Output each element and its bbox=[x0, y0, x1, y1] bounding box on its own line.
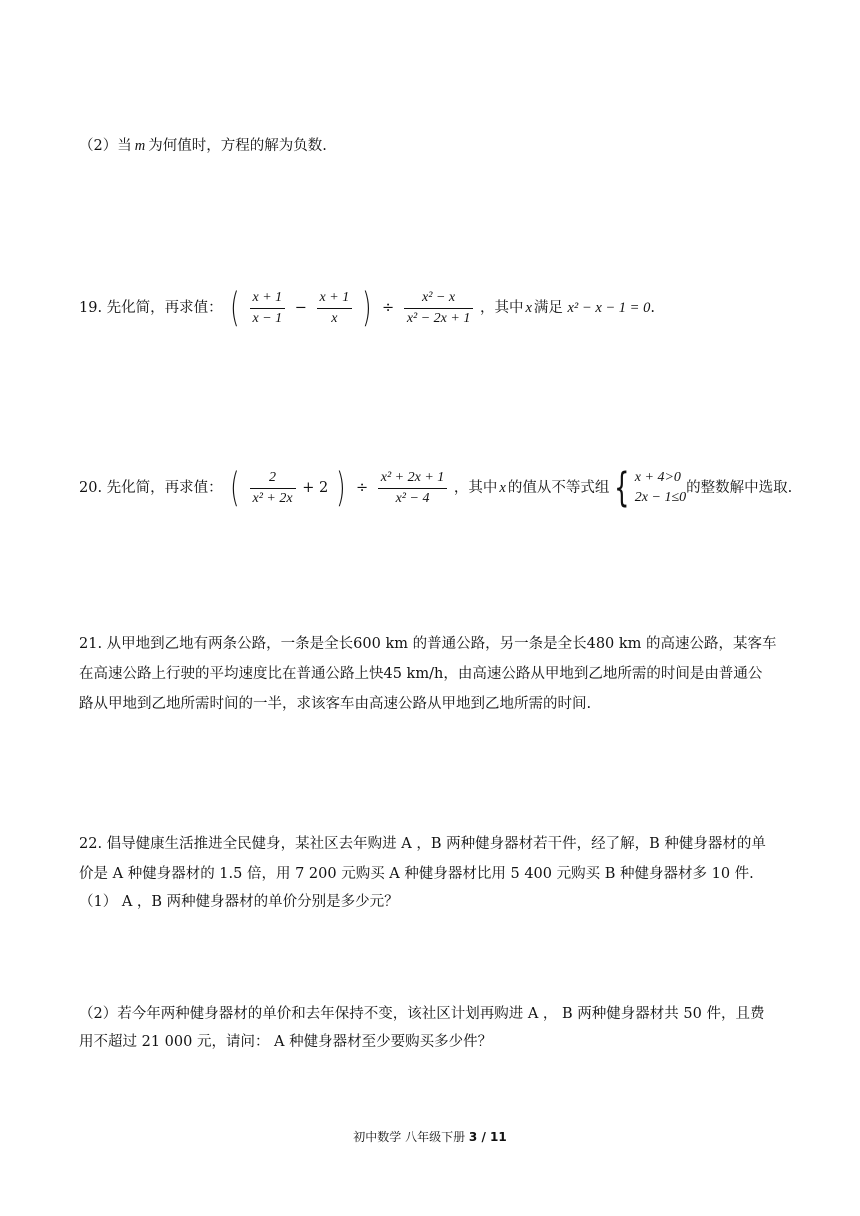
question-22-line-2: 价是 A 种健身器材的 1.5 倍，用 7 200 元购买 A 种健身器材比用 5 400 元购买 B 种健身器材多 10 件. bbox=[79, 866, 754, 882]
left-paren: ( bbox=[230, 465, 240, 511]
right-paren: ) bbox=[361, 285, 372, 331]
question-21-line-2: 在高速公路上行驶的平均速度比在普通公路上快45 km/h，由高速公路从甲地到乙地所需的时间是由普通公 bbox=[79, 666, 763, 682]
var-m: m bbox=[134, 138, 146, 154]
left-paren: ( bbox=[230, 285, 240, 331]
left-brace: { bbox=[614, 465, 630, 511]
q19-fraction-3: $\frac{\text{x² − x}}{\text{x² − 2x + 1}}$ bbox=[404, 289, 474, 328]
question-21-line-3: 路从甲地到乙地所需时间的一半，求该客车由高速公路从甲地到乙地所需的时间. bbox=[79, 696, 592, 712]
question-22-part-2-line-2: 用不超过 21 000 元，请问： A 种健身器材至少要购买多少件？ bbox=[79, 1034, 493, 1050]
question-20: 20. 先化简，再求值： ( $\frac{2}{\text{x² + 2x}}$ + 2 ) ÷ $\frac{\text{x² + 2x + 1}}{\text{x² − 4}}$ ，其中 x 的值从不等式组 { x + 4>0 2x − 1≤0 的整数解中选取. bbox=[79, 465, 793, 511]
inequality-system: x + 4>0 2x − 1≤0 bbox=[634, 470, 687, 505]
q20-fraction-1: $\frac{2}{\text{x² + 2x}}$ bbox=[250, 469, 296, 508]
page-number: 3 / 11 bbox=[468, 1130, 507, 1144]
q18-part2: （2）当 m 为何值时，方程的解为负数. bbox=[79, 138, 327, 154]
right-paren: ) bbox=[335, 465, 346, 511]
q20-fraction-2: $\frac{\text{x² + 2x + 1}}{\text{x² − 4}}$ bbox=[378, 469, 448, 508]
question-22-part-2-line-1: （2）若今年两种健身器材的单价和去年保持不变，该社区计划再购进 A ， B 两种健身器材共 50 件，且费 bbox=[79, 1006, 765, 1022]
footer-subject: 初中数学 八年级下册 bbox=[353, 1130, 466, 1144]
question-19: 19. 先化简，再求值： ( $\frac{x + 1}{x - 1}$ − $\frac{x + 1}{x}$ ) ÷ $\frac{\text{x² − x}}{\text{x² − 2x + 1}}$ ，其中 x 满足 x² − x − 1 = 0. bbox=[79, 285, 655, 331]
question-22-line-1: 22. 倡导健康生活推进全民健身，某社区去年购进 A ，B 两种健身器材若干件，经了解，B 种健身器材的单 bbox=[79, 836, 766, 852]
q19-fraction-1: $\frac{x + 1}{x - 1}$ bbox=[250, 289, 286, 328]
q19-fraction-2: $\frac{x + 1}{x}$ bbox=[317, 289, 353, 328]
question-22-part-1: （1） A ，B 两种健身器材的单价分别是多少元？ bbox=[79, 894, 399, 910]
question-21-line-1: 21. 从甲地到乙地有两条公路，一条是全长600 km 的普通公路，另一条是全长480 km 的高速公路，某客车 bbox=[79, 636, 777, 652]
q19-condition: x² − x − 1 = 0 bbox=[567, 300, 651, 316]
page-footer bbox=[0, 1128, 860, 1145]
